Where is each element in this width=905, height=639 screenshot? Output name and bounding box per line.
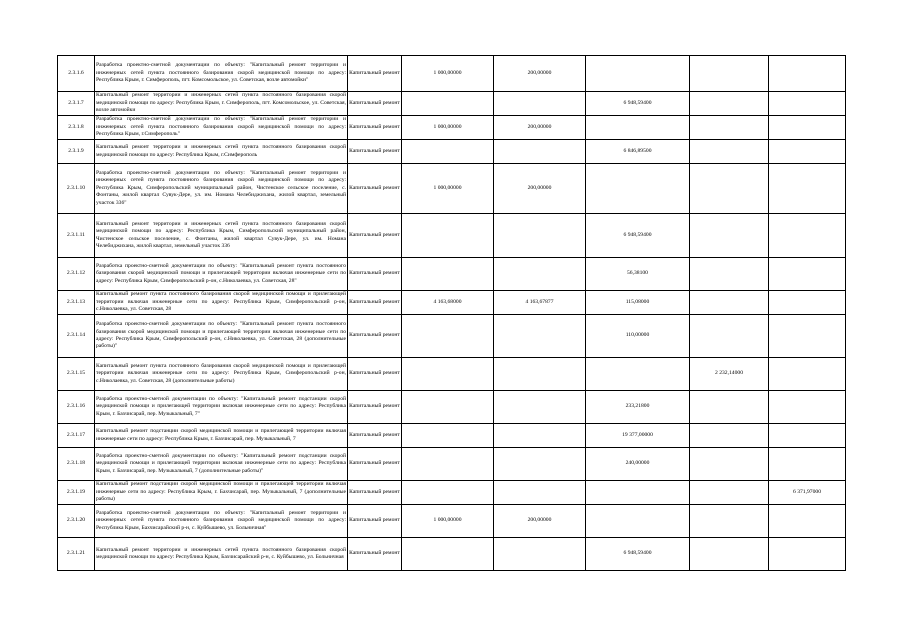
amount-cell: 233,21800 (586, 391, 690, 424)
row-number: 2.3.1.9 (58, 140, 95, 164)
amount-cell: 200,00000 (494, 164, 586, 214)
amount-cell: 56,38100 (586, 258, 690, 291)
amount-cell (690, 164, 769, 214)
amount-cell: 1 000,00000 (402, 116, 494, 140)
work-type: Капитальный ремонт (348, 56, 402, 92)
amount-cell: 6 371,97000 (769, 481, 846, 505)
amount-cell (494, 424, 586, 448)
table-row (58, 538, 846, 571)
amount-cell (494, 448, 586, 481)
row-description: Капитальный ремонт пункта постоянного базирования скорой медицинской помощи и прилегающей территории включая инженерные сети по адресу: Республика Крым, Симферопольский р-он, с.Николаевка, ул. Советская, 28 (дополнительные работы) (95, 358, 348, 391)
amount-cell (769, 258, 846, 291)
amount-cell (402, 481, 494, 505)
row-number: 2.3.1.13 (58, 291, 95, 315)
row-description: Капитальный ремонт пункта постоянного базирования скорой медицинской помощи и прилегающей территории включая инженерные сети по адресу: Республика Крым, Симферопольский р-он, с.Николаевка, ул. Советская, 28 (95, 291, 348, 315)
work-type: Капитальный ремонт (348, 448, 402, 481)
row-number: 2.3.1.12 (58, 258, 95, 291)
amount-cell (769, 358, 846, 391)
amount-cell (402, 92, 494, 116)
amount-cell (690, 481, 769, 505)
row-description: Капитальный ремонт территории и инженерных сетей пункта постоянного базирования скорой медицинской помощи по адресу: Республика Крым, Симферопольский муниципальный район, Чистенское сельское поселение, с. Фонтаны, жилой квартал Сувук-Дере, ул. им. Номана Челебиджихана, жилой квартал, земельный участок 336 (95, 214, 348, 258)
amount-cell (494, 214, 586, 258)
table-body (58, 56, 846, 571)
row-description: Капитальный ремонт территории и инженерных сетей пункта постоянного базирования скорой медицинской помощи по адресу: Республика Крым, Бахчисарайский р-н, с. Куйбышево, ул. Больничная (95, 538, 348, 571)
row-description: Капитальный ремонт территории и инженерных сетей пункта постоянного базирования скорой медицинской помощи по адресу: Республика Крым, г. Симферополь, пгт. Комсомольское, ул. Советская, возле автомойки (95, 92, 348, 116)
amount-cell (494, 481, 586, 505)
amount-cell: 6 846,89500 (586, 140, 690, 164)
table-row (58, 92, 846, 116)
amount-cell: 200,00000 (494, 116, 586, 140)
row-description: Разработка проектно-сметной документации по объекту: "Капитальный ремонт подстанции скорой медицинской помощи и прилегающей территории включая инженерные сети по адресу: Республика Крым, г. Бахчисарай, пер. Музыкальный, 7" (95, 391, 348, 424)
amount-cell (690, 140, 769, 164)
row-number: 2.3.1.7 (58, 92, 95, 116)
amount-cell (586, 56, 690, 92)
amount-cell (494, 258, 586, 291)
table-row (58, 481, 846, 505)
work-type: Капитальный ремонт (348, 358, 402, 391)
amount-cell: 1 000,00000 (402, 56, 494, 92)
work-type: Капитальный ремонт (348, 538, 402, 571)
work-type: Капитальный ремонт (348, 424, 402, 448)
table-row (58, 505, 846, 538)
row-number: 2.3.1.17 (58, 424, 95, 448)
row-description: Разработка проектно-сметной документации по объекту: "Капитальный ремонт подстанции скорой медицинской помощи и прилегающей территории включая инженерные сети по адресу: Республика Крым, г. Бахчисарай, пер. Музыкальный, 7 (дополнительные работы)" (95, 448, 348, 481)
row-description: Разработка проектно-сметной документации по объекту: "Капитальный ремонт территории и инженерных сетей пункта постоянного базирования скорой медицинской помощи по адресу: Республика Крым, Бахчисарайский р-н, с. Куйбышево, ул. Больничная" (95, 505, 348, 538)
amount-cell (769, 116, 846, 140)
work-type: Капитальный ремонт (348, 291, 402, 315)
amount-cell: 4 163,67877 (494, 291, 586, 315)
amount-cell (690, 56, 769, 92)
amount-cell (769, 538, 846, 571)
work-type: Капитальный ремонт (348, 140, 402, 164)
row-description: Разработка проектно-сметной документации по объекту: "Капитальный ремонт территории и инженерных сетей пункта постоянного базирования скорой медицинской помощи по адресу: Республика Крым, г.Симферополь" (95, 116, 348, 140)
work-type: Капитальный ремонт (348, 391, 402, 424)
amount-cell (769, 92, 846, 116)
table-row (58, 358, 846, 391)
amount-cell (690, 258, 769, 291)
amount-cell (690, 448, 769, 481)
amount-cell (586, 358, 690, 391)
row-description: Капитальный ремонт подстанции скорой медицинской помощи и прилегающей территории включая инженерные сети по адресу: Республика Крым, г. Бахчисарай, пер. Музыкальный, 7 (95, 424, 348, 448)
row-description: Разработка проектно-сметной документации по объекту: "Капитальный ремонт территории и инженерных сетей пункта постоянного базирования скорой медицинской помощи по адресу: Республика Крым, Симферопольский муниципальный район, Чистенское сельское поселение, с. Фонтаны, жилой квартал Сувук-Дере, ул. им. Номана Челебиджихана, жилой квартал, земельный участок 336" (95, 164, 348, 214)
row-number: 2.3.1.15 (58, 358, 95, 391)
table-row (58, 258, 846, 291)
amount-cell (690, 291, 769, 315)
amount-cell: 4 163,68000 (402, 291, 494, 315)
amount-cell (402, 214, 494, 258)
table-row (58, 424, 846, 448)
amount-cell (494, 140, 586, 164)
amount-cell (769, 391, 846, 424)
amount-cell (769, 505, 846, 538)
table-row (58, 214, 846, 258)
table-row (58, 291, 846, 315)
amount-cell (769, 448, 846, 481)
table-row (58, 164, 846, 214)
row-number: 2.3.1.11 (58, 214, 95, 258)
amount-cell (586, 164, 690, 214)
amount-cell (690, 92, 769, 116)
row-description: Капитальный ремонт территории и инженерных сетей пункта постоянного базирования скорой медицинской помощи по адресу: Республика Крым, г.Симферополь (95, 140, 348, 164)
amount-cell (769, 214, 846, 258)
row-description: Разработка проектно-сметной документации по объекту: "Капитальный ремонт территории и инженерных сетей пункта постоянного базирования скорой медицинской помощи по адресу: Республика Крым, г. Симферополь, пгт. Комсомольское, ул. Советская, возле автомойки" (95, 56, 348, 92)
amount-cell (769, 140, 846, 164)
amount-cell (494, 391, 586, 424)
amount-cell (769, 164, 846, 214)
row-number: 2.3.1.14 (58, 315, 95, 358)
work-type: Капитальный ремонт (348, 214, 402, 258)
amount-cell (690, 538, 769, 571)
row-number: 2.3.1.16 (58, 391, 95, 424)
table-row (58, 315, 846, 358)
amount-cell: 6 948,59400 (586, 538, 690, 571)
amount-cell (690, 315, 769, 358)
budget-table (57, 55, 846, 571)
table-row (58, 448, 846, 481)
amount-cell (690, 424, 769, 448)
row-number: 2.3.1.8 (58, 116, 95, 140)
amount-cell (402, 315, 494, 358)
amount-cell (769, 56, 846, 92)
table-row (58, 140, 846, 164)
amount-cell (690, 214, 769, 258)
amount-cell (769, 291, 846, 315)
amount-cell (690, 505, 769, 538)
work-type: Капитальный ремонт (348, 258, 402, 291)
amount-cell: 110,00000 (586, 315, 690, 358)
row-number: 2.3.1.18 (58, 448, 95, 481)
amount-cell: 6 948,59400 (586, 92, 690, 116)
amount-cell: 6 948,59400 (586, 214, 690, 258)
amount-cell (494, 92, 586, 116)
amount-cell (494, 315, 586, 358)
amount-cell: 240,00000 (586, 448, 690, 481)
amount-cell (402, 448, 494, 481)
amount-cell (586, 505, 690, 538)
row-number: 2.3.1.21 (58, 538, 95, 571)
amount-cell (690, 391, 769, 424)
amount-cell (690, 116, 769, 140)
amount-cell (586, 481, 690, 505)
amount-cell (769, 424, 846, 448)
row-number: 2.3.1.20 (58, 505, 95, 538)
amount-cell (402, 358, 494, 391)
work-type: Капитальный ремонт (348, 164, 402, 214)
work-type: Капитальный ремонт (348, 116, 402, 140)
amount-cell (402, 258, 494, 291)
amount-cell (402, 538, 494, 571)
amount-cell: 1 000,00000 (402, 164, 494, 214)
table-row (58, 56, 846, 92)
amount-cell: 19 377,00000 (586, 424, 690, 448)
amount-cell (586, 116, 690, 140)
amount-cell (494, 358, 586, 391)
row-description: Разработка проектно-сметной документации по объекту: "Капитальный ремонт пункта постоянного базирования скорой медицинской помощи и прилегающей территории включая инженерные сети по адресу: Республика Крым, Симферопольский р-он, с.Николаевка, ул. Советская, 28 (дополнительные работы)" (95, 315, 348, 358)
row-description: Разработка проектно-сметной документации по объекту: "Капитальный ремонт пункта постоянного базирования скорой медицинской помощи и прилегающей территории включая инженерные сети по адресу: Республика Крым, Симферопольский р-он, с.Николаевка, ул. Советская, 28" (95, 258, 348, 291)
amount-cell (402, 140, 494, 164)
row-number: 2.3.1.19 (58, 481, 95, 505)
table-row (58, 391, 846, 424)
row-description: Капитальный ремонт подстанции скорой медицинской помощи и прилегающей территории включая инженерные сети по адресу: Республика Крым, г. Бахчисарай, пер. Музыкальный, 7 (дополнительные работы) (95, 481, 348, 505)
amount-cell: 2 232,14000 (690, 358, 769, 391)
amount-cell (402, 424, 494, 448)
row-number: 2.3.1.10 (58, 164, 95, 214)
amount-cell: 115,08000 (586, 291, 690, 315)
table-row (58, 116, 846, 140)
row-number: 2.3.1.6 (58, 56, 95, 92)
amount-cell: 200,00000 (494, 56, 586, 92)
amount-cell (494, 538, 586, 571)
work-type: Капитальный ремонт (348, 315, 402, 358)
work-type: Капитальный ремонт (348, 92, 402, 116)
amount-cell (402, 391, 494, 424)
amount-cell: 1 000,00000 (402, 505, 494, 538)
amount-cell: 200,00000 (494, 505, 586, 538)
work-type: Капитальный ремонт (348, 505, 402, 538)
amount-cell (769, 315, 846, 358)
work-type: Капитальный ремонт (348, 481, 402, 505)
